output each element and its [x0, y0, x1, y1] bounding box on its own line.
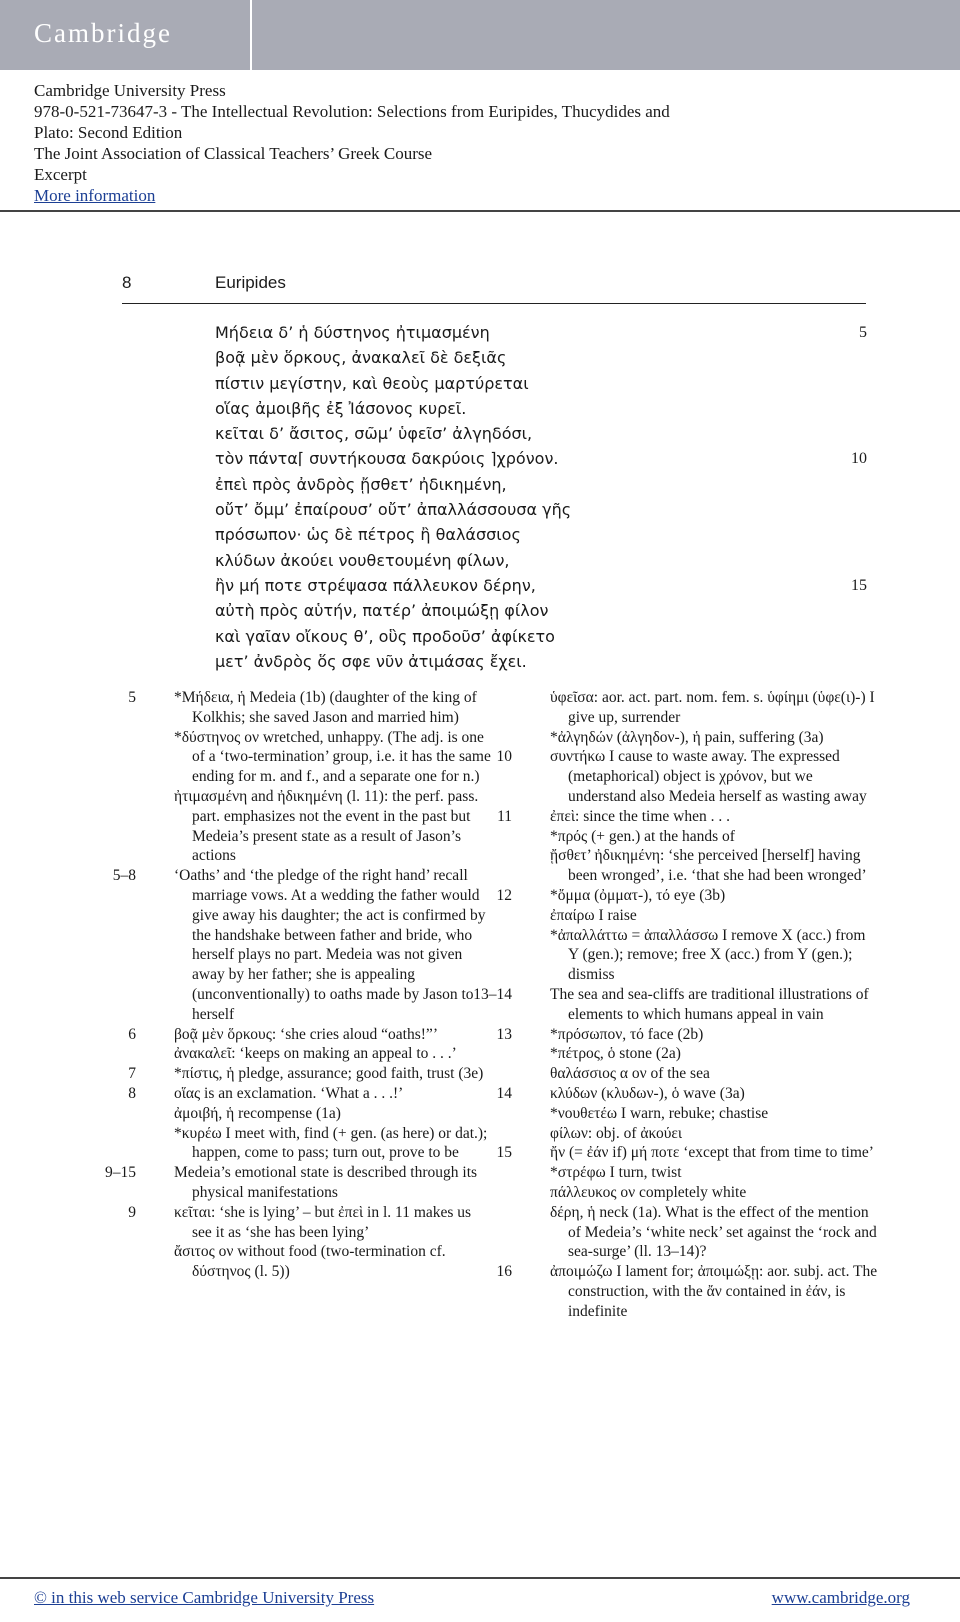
- greek-poem: [215, 320, 867, 674]
- commentary-note: [498, 926, 878, 985]
- copyright-link[interactable]: © in this web service Cambridge University Press: [34, 1588, 375, 1607]
- note-text: ἐπεὶ: since the time when . . .: [550, 807, 730, 825]
- note-text: The sea and sea-cliffs are traditional illustrations of elements to which humans appeal in vain: [550, 985, 869, 1023]
- note-line-ref: 13–14: [473, 985, 512, 1003]
- note-text: *νουθετέω I warn, rebuke; chastise: [550, 1104, 769, 1122]
- note-line-ref: 15: [496, 1144, 512, 1162]
- commentary-note: [122, 728, 492, 787]
- note-text: οἵας is an exclamation. ‘What a . . .!’: [174, 1084, 404, 1102]
- banner-divider: [250, 0, 252, 70]
- line-number: 10: [851, 450, 867, 468]
- note-text: *δύστηνος ον wretched, unhappy. (The adj. is one of a ‘two-termination’ group, i.e. it has the same ending for m. and f., and a separate one for n.): [174, 728, 491, 786]
- commentary-left-column: [105, 688, 492, 1282]
- footer-rule: [0, 1577, 960, 1579]
- commentary-note: [473, 985, 878, 1025]
- note-line-ref: 14: [496, 1084, 512, 1102]
- poem-line-text: καὶ γαῖαν οἴκους θ’, οὓς προδοῦσ’ ἀφίκετο: [215, 626, 555, 646]
- publisher-banner: [0, 0, 960, 70]
- commentary-note: [498, 807, 878, 827]
- isbn-title-line-1: 978-0-521-73647-3 - The Intellectual Revolution: Selections from Euripides, Thucydides and: [34, 102, 670, 121]
- commentary-note: [122, 1084, 492, 1104]
- poem-line: [215, 345, 867, 370]
- poem-line: [215, 320, 867, 345]
- commentary-note: [122, 1242, 492, 1282]
- commentary-note: [498, 1064, 878, 1084]
- poem-line-text: ἢν μή ποτε στρέψασα πάλλευκον δέρην,: [215, 575, 536, 595]
- note-text: ἤν (= ἐάν if) μή ποτε ‘except that from time to time’: [550, 1144, 874, 1162]
- note-line-ref: 13: [496, 1025, 512, 1043]
- note-text: ἀνακαλεῖ: ‘keeps on making an appeal to . . .’: [174, 1045, 457, 1063]
- running-header: [122, 273, 866, 304]
- note-text: *ἀλγηδών (ἀλγηδον-), ἡ pain, suffering (3a): [550, 728, 824, 746]
- note-text: κεῖται: ‘she is lying’ – but ἐπεὶ in l. 11 makes us see it as ‘she has been lying’: [174, 1203, 472, 1241]
- note-text: *πίστις, ἡ pledge, assurance; good faith, trust (3e): [174, 1065, 484, 1083]
- commentary-note: [122, 1203, 492, 1243]
- isbn-title-line-2: Plato: Second Edition: [34, 123, 183, 142]
- poem-line: [215, 598, 867, 623]
- commentary-note: [498, 1143, 878, 1163]
- poem-line-text: τὸν πάντα⌈ συντήκουσα δακρύοις ⌉χρόνον.: [215, 449, 559, 469]
- commentary-note: [498, 1183, 878, 1203]
- header-rule: [0, 210, 960, 212]
- series-name: The Joint Association of Classical Teachers’ Greek Course: [34, 144, 433, 163]
- note-text: ‘Oaths’ and ‘the pledge of the right hand’ recall marriage vows. At a wedding the father would give away his daughter; the act is confirmed by the handshake between father and bride, who herself plays no part. Medeia was not given away by her father; she is appealing (unconventionally) to oaths made by Jason to herself: [174, 867, 486, 1023]
- note-text: ὑφεῖσα: aor. act. part. nom. fem. s. ὑφίημι (ὑφε(ι)-) I give up, surrender: [550, 689, 875, 726]
- poem-line-text: πρόσωπον· ὡς δὲ πέτρος ἢ θαλάσσιος: [215, 525, 521, 545]
- note-line-ref: 5–8: [112, 867, 136, 885]
- poem-line: [215, 522, 867, 547]
- line-number: 5: [859, 324, 867, 341]
- note-text: ἄσιτος ον without food (two-termination cf. δύστηνος (l. 5)): [174, 1243, 446, 1281]
- commentary-note: [498, 688, 878, 728]
- note-text: θαλάσσιος α ον of the sea: [550, 1065, 710, 1083]
- poem-line: [215, 573, 867, 598]
- note-text: Medeia’s emotional state is described through its physical manifestations: [174, 1164, 478, 1201]
- note-text: *ὄμμα (ὀμματ-), τό eye (3b): [550, 886, 726, 904]
- cambridge-logo: Cambridge: [34, 18, 172, 48]
- commentary-note: [122, 1124, 492, 1164]
- running-title: Euripides: [215, 273, 286, 292]
- note-text: κλύδων (κλυδων-), ὁ wave (3a): [550, 1084, 745, 1102]
- commentary-note: [498, 1104, 878, 1124]
- note-text: συντήκω I cause to waste away. The expressed (metaphorical) object is χρόνον, but we understand also Medeia herself as wasting away: [550, 748, 867, 805]
- commentary-note: [498, 1262, 878, 1321]
- commentary-note: [105, 1163, 492, 1203]
- commentary-note: [498, 1124, 878, 1144]
- publication-info: [34, 80, 670, 206]
- commentary-note: [122, 1044, 492, 1064]
- website-link[interactable]: www.cambridge.org: [771, 1588, 910, 1607]
- poem-line: [215, 472, 867, 497]
- note-text: δέρη, ἡ neck (1a). What is the effect of the mention of Medeia’s ‘white neck’ set against the ‘rock and sea-surge’ (ll. 13–14)?: [550, 1203, 877, 1261]
- commentary-note: [498, 1084, 878, 1104]
- note-text: *ἀπαλλάττω = ἀπαλλάσσω I remove X (acc.) from Y (gen.); remove; free X (acc.) from Y (gen.); dismiss: [550, 926, 866, 984]
- commentary-note: [498, 728, 878, 748]
- commentary-note: [498, 747, 878, 806]
- poem-line-text: ἐπεὶ πρὸς ἀνδρὸς ᾔσθετ’ ἠδικημένη,: [215, 474, 507, 494]
- commentary-note: [122, 1025, 492, 1045]
- poem-line: [215, 548, 867, 573]
- note-line-ref: 8: [128, 1084, 136, 1102]
- note-text: ἠτιμασμένη and ἠδικημένη (l. 11): the perf. pass. part. emphasizes not the event in the past but Medeia’s present state as a result of Jason’s actions: [174, 787, 479, 865]
- poem-line: [215, 624, 867, 649]
- note-text: ᾔσθετ’ ἠδικημένη: ‘she perceived [herself] having been wronged’, i.e. ‘that she had been wronged’: [550, 847, 867, 885]
- note-line-ref: 5: [128, 689, 136, 706]
- note-line-ref: 16: [496, 1263, 512, 1281]
- note-line-ref: 9: [128, 1203, 136, 1221]
- poem-line-text: κεῖται δ’ ἄσιτος, σῶμ’ ὑφεῖσ’ ἀλγηδόσι,: [215, 424, 533, 444]
- poem-line: [215, 446, 867, 471]
- commentary-right-column: [473, 688, 878, 1322]
- note-text: *κυρέω I meet with, find (+ gen. (as here) or dat.); happen, come to pass; turn out, prove to be: [174, 1124, 488, 1162]
- commentary-note: [498, 1163, 878, 1183]
- document-type: Excerpt: [34, 165, 87, 184]
- commentary-note: [498, 846, 878, 886]
- note-text: βοᾷ μὲν ὅρκους: ‘she cries aloud “oaths!”’: [174, 1025, 438, 1043]
- more-information-link[interactable]: More information: [34, 186, 156, 205]
- commentary-note: [112, 866, 492, 1024]
- note-line-ref: 10: [496, 748, 512, 766]
- poem-line-text: πίστιν μεγίστην, καὶ θεοὺς μαρτύρεται: [215, 373, 529, 393]
- note-line-ref: 11: [497, 807, 512, 825]
- page-number: 8: [122, 273, 132, 292]
- poem-line-text: Μήδεια δ’ ἡ δύστηνος ἠτιμασμένη: [215, 323, 490, 342]
- note-text: πάλλευκος ον completely white: [550, 1183, 747, 1201]
- poem-line: [215, 497, 867, 522]
- note-text: φίλων: obj. of ἀκούει: [550, 1124, 683, 1142]
- poem-line-text: αὐτὴ πρὸς αὑτήν, πατέρ’ ἀποιμώξῃ φίλον: [215, 601, 549, 621]
- poem-line-text: βοᾷ μὲν ὅρκους, ἀνακαλεῖ δὲ δεξιᾶς: [215, 348, 507, 368]
- commentary-note: [122, 1064, 492, 1084]
- commentary-note: [498, 1203, 878, 1262]
- commentary-note: [122, 787, 492, 866]
- line-number: 15: [851, 576, 867, 594]
- poem-line: [215, 371, 867, 396]
- note-text: ἀμοιβή, ἡ recompense (1a): [174, 1104, 341, 1122]
- poem-line-text: οἵας ἀμοιβῆς ἐξ Ἰάσονος κυρεῖ.: [215, 398, 467, 418]
- commentary-note: [122, 1104, 492, 1124]
- commentary-note: [498, 906, 878, 926]
- poem-line: [215, 421, 867, 446]
- note-line-ref: 6: [128, 1025, 136, 1043]
- note-text: *πρός (+ gen.) at the hands of: [550, 827, 735, 845]
- note-line-ref: 12: [496, 886, 512, 904]
- note-text: *στρέφω I turn, twist: [550, 1164, 682, 1182]
- commentary-note: [498, 1025, 878, 1045]
- commentary-note: [498, 827, 878, 847]
- poem-line-text: οὔτ’ ὄμμ’ ἐπαίρουσ’ οὔτ’ ἀπαλλάσσουσα γῆς: [215, 500, 572, 520]
- commentary-note: [122, 688, 492, 728]
- commentary-note: [498, 886, 878, 906]
- note-line-ref: 9–15: [105, 1164, 136, 1182]
- publisher-name: Cambridge University Press: [34, 81, 226, 100]
- note-text: *Μήδεια, ἡ Medeia (1b) (daughter of the king of Kolkhis; she saved Jason and married him): [174, 689, 477, 726]
- poem-line-text: μετ’ ἀνδρὸς ὅς σφε νῦν ἀτιμάσας ἔχει.: [215, 651, 527, 671]
- note-text: ἀποιμώζω I lament for; ἀποιμώξῃ: aor. subj. act. The construction, with the ἄν contained in ἐάν, is indefinite: [550, 1263, 878, 1320]
- poem-line: [215, 396, 867, 421]
- note-text: *πρόσωπον, τό face (2b): [550, 1025, 704, 1043]
- note-text: *πέτρος, ὁ stone (2a): [550, 1045, 681, 1063]
- note-line-ref: 7: [128, 1065, 136, 1083]
- commentary-note: [498, 1044, 878, 1064]
- poem-line-text: κλύδων ἀκούει νουθετουμένη φίλων,: [215, 550, 510, 570]
- poem-line: [215, 649, 867, 674]
- note-text: ἐπαίρω I raise: [550, 906, 637, 924]
